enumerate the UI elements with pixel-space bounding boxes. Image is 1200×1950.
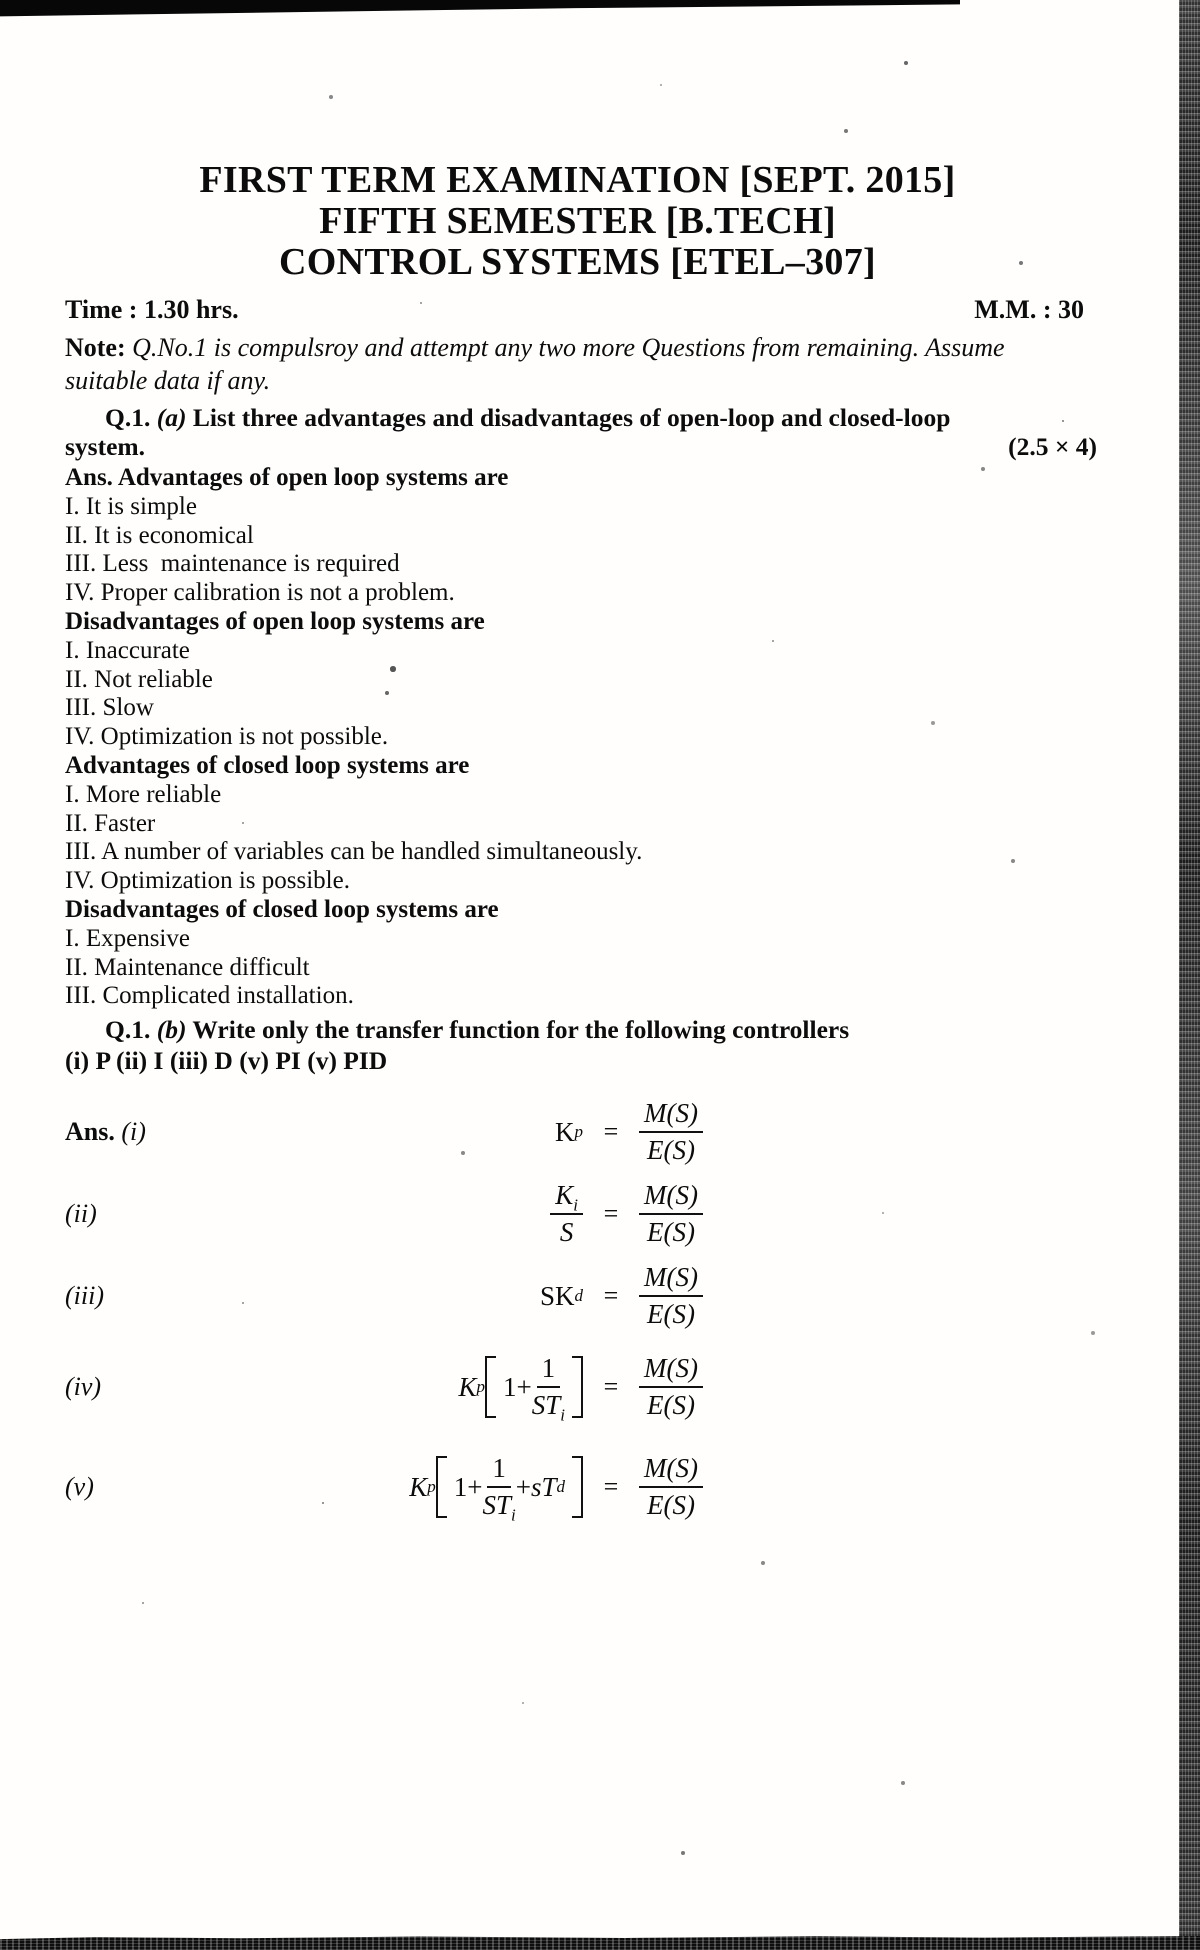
list-item: IV. Optimization is possible. — [65, 867, 350, 895]
right-bracket — [572, 1356, 583, 1418]
formula-label-i — [65, 1117, 283, 1147]
plus-sign: + — [515, 1471, 531, 1502]
sti-symbol: ST — [482, 1490, 511, 1521]
question-1b-number: Q.1. — [105, 1015, 151, 1045]
list-item: III. Complicated installation. — [65, 982, 354, 1010]
list-item: II. Faster — [65, 809, 156, 837]
numerator-ms: M(S) — [639, 1098, 703, 1133]
formula-lhs-v: K p 1+ $\frac{1}{ST_i}$ + sT d — [283, 1453, 583, 1521]
formula-label-v — [65, 1472, 283, 1502]
answer-heading — [65, 464, 1090, 493]
exam-note — [65, 331, 1090, 397]
gain-symbol: K — [555, 1116, 575, 1147]
left-bracket — [485, 1356, 496, 1418]
note-label: Note: — [65, 333, 126, 362]
ratio-ms-es — [639, 1453, 703, 1521]
numerator-ms: M(S) — [639, 1180, 703, 1215]
exam-meta-row — [65, 295, 1090, 325]
numerator-ms: M(S) — [639, 1353, 703, 1388]
sti-subscript: i — [511, 1505, 516, 1525]
ans-prefix: Ans. — [65, 1117, 115, 1147]
max-marks: M.M. : 30 — [974, 295, 1084, 324]
formula-label-ii — [65, 1199, 283, 1229]
question-1a-number: Q.1. — [105, 403, 151, 432]
scan-binding-strip — [1179, 0, 1200, 1950]
question-1b — [65, 1014, 1075, 1045]
scan-bottom-edge — [0, 1936, 1200, 1950]
ki-symbol: K — [555, 1180, 574, 1211]
list-item: I. Inaccurate — [65, 636, 190, 664]
question-1b-part: (b) — [156, 1015, 187, 1045]
denominator-es: E(S) — [647, 1490, 695, 1521]
list-item: II. Maintenance difficult — [65, 953, 310, 981]
left-bracket — [436, 1456, 447, 1518]
list-item: III. A number of variables can be handled simultaneously. — [65, 838, 643, 866]
list-item: II. It is economical — [65, 521, 254, 549]
ratio-ms-es — [639, 1353, 703, 1421]
kp-symbol: K — [458, 1371, 477, 1402]
denominator-es: E(S) — [647, 1217, 695, 1248]
one-plus: 1+ — [503, 1371, 532, 1402]
roman-iii: (iii) — [65, 1281, 104, 1311]
list-item: II. Not reliable — [65, 665, 213, 693]
list-item: III. Slow — [65, 694, 154, 722]
sti-subscript: i — [560, 1405, 565, 1425]
equals-sign: = — [603, 1117, 619, 1147]
formula-lhs-ii — [283, 1180, 583, 1248]
question-1a-part: (a) — [156, 403, 187, 432]
numerator-ms: M(S) — [639, 1453, 703, 1488]
document-content — [65, 0, 1097, 1536]
question-1b-text: Write only the transfer function for the following controllers — [192, 1015, 850, 1045]
question-1b-options: (i) P (ii) I (iii) D (v) PI (v) PID — [65, 1046, 388, 1076]
right-bracket — [572, 1456, 583, 1518]
denominator-es: E(S) — [647, 1390, 695, 1421]
formula-label-iv — [65, 1372, 283, 1402]
answer-block — [65, 464, 1090, 1011]
question-1a-text: List three advantages and disadvantages of open-loop and closed-loop system. — [65, 403, 951, 461]
formula-label-iii — [65, 1281, 283, 1311]
ratio-ms-es — [639, 1098, 703, 1166]
s-symbol: S — [559, 1217, 574, 1248]
formula-row-v — [65, 1438, 1090, 1536]
formula-row-ii — [65, 1174, 1090, 1254]
question-1a — [65, 403, 1097, 461]
denominator-es: E(S) — [647, 1135, 695, 1166]
equals-sign: = — [603, 1199, 619, 1229]
roman-i: (i) — [121, 1117, 146, 1147]
numerator-ms: M(S) — [639, 1262, 703, 1297]
note-text: Q.No.1 is compulsroy and attempt any two more Questions from remaining. Assume suitable data if any. — [65, 333, 1005, 395]
equals-sign: = — [603, 1372, 619, 1402]
kp-symbol: K — [409, 1471, 428, 1502]
roman-ii: (ii) — [65, 1199, 97, 1229]
ki-subscript: i — [573, 1195, 578, 1215]
ans-label: Ans. — [65, 464, 113, 491]
list-item: I. It is simple — [65, 492, 197, 520]
list-item: I. More reliable — [65, 780, 222, 808]
ratio-ms-es — [639, 1262, 703, 1330]
time-allowed: Time : 1.30 hrs. — [65, 295, 239, 324]
exam-title-line3: CONTROL SYSTEMS [ETEL–307] — [279, 241, 876, 283]
list-item: III. Less maintenance is required — [65, 550, 400, 578]
list-item: IV. Proper calibration is not a problem. — [65, 579, 455, 607]
formula-row-i — [65, 1092, 1090, 1172]
section-heading-2: Disadvantages of open loop systems are — [65, 607, 485, 635]
formula-lhs-iv: K p 1+ $\frac{1}{ST_i}$ — [283, 1353, 583, 1421]
list-item: I. Expensive — [65, 924, 190, 952]
exam-title-line1: FIRST TERM EXAMINATION [SEPT. 2015] — [199, 159, 956, 201]
skd-symbol: SK — [539, 1280, 575, 1311]
section-heading-3: Advantages of closed loop systems are — [65, 751, 470, 779]
roman-iv: (iv) — [65, 1372, 102, 1402]
std-symbol: sT — [530, 1471, 557, 1502]
formula-lhs-iii: SK d — [539, 1280, 583, 1311]
inner-numerator: 1 — [487, 1453, 511, 1488]
equals-sign: = — [603, 1472, 619, 1502]
question-1a-marks: (2.5 × 4) — [1008, 432, 1097, 461]
list-item: IV. Optimization is not possible. — [65, 723, 389, 751]
section-heading-1: Advantages of open loop systems are — [117, 464, 509, 491]
sti-symbol: ST — [531, 1390, 561, 1421]
one-plus: 1+ — [453, 1471, 483, 1502]
ratio-ms-es — [639, 1180, 703, 1248]
section-heading-4: Disadvantages of closed loop systems are — [65, 895, 499, 923]
inner-numerator: 1 — [537, 1353, 561, 1388]
scan-noise — [0, 0, 2, 2]
formula-lhs-i: K p — [555, 1116, 583, 1147]
roman-v: (v) — [65, 1472, 94, 1502]
exam-title — [65, 160, 1090, 283]
equals-sign: = — [603, 1281, 619, 1311]
transfer-function-answers — [65, 1092, 1090, 1536]
denominator-es: E(S) — [647, 1299, 695, 1330]
formula-row-iii — [65, 1256, 1090, 1336]
exam-title-line2: FIFTH SEMESTER [B.TECH] — [319, 200, 836, 242]
formula-row-iv — [65, 1338, 1090, 1436]
